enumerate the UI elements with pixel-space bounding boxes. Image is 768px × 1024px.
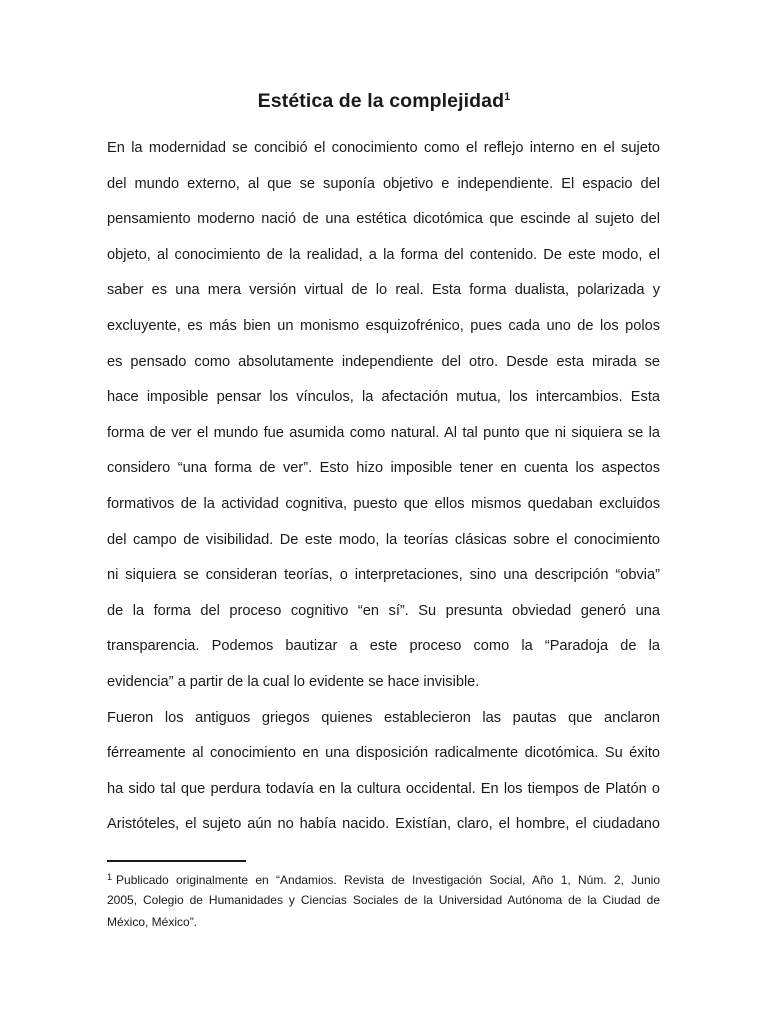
footnote-separator [107, 860, 246, 862]
body-line: Aristóteles, el sujeto aún no había nacido. Existían, claro, el hombre, el ciudadano [107, 816, 660, 833]
body-text [107, 135, 660, 847]
body-line: En la modernidad se concibió el conocimiento como el reflejo interno en el sujeto [107, 140, 660, 156]
body-line: saber es una mera versión virtual de lo real. Esta forma dualista, polarizada y [107, 282, 660, 299]
body-line: del mundo externo, al que se suponía objetivo e independiente. El espacio del [107, 175, 660, 192]
page-title [0, 90, 768, 113]
body-line: forma de ver el mundo fue asumida como natural. Al tal punto que ni siquiera se la [107, 424, 660, 441]
footnote-mark: 1 [107, 872, 113, 882]
footnote-line: México, México”. [107, 915, 198, 929]
body-line: objeto, al conocimiento de la realidad, a la forma del contenido. De este modo, el [107, 246, 660, 263]
footnote [107, 866, 660, 934]
body-line: pensamiento moderno nació de una estética dicotómica que escinde al sujeto del [107, 211, 660, 228]
body-line: ni siquiera se consideran teorías, o interpretaciones, sino una descripción “obvia” [107, 567, 660, 584]
body-line: ha sido tal que perdura todavía en la cultura occidental. En los tiempos de Platón o [107, 780, 660, 797]
body-line: formativos de la actividad cognitiva, puesto que ellos mismos quedaban excluidos [107, 495, 660, 512]
body-line: férreamente al conocimiento en una disposición radicalmente dicotómica. Su éxito [107, 745, 660, 762]
body-line: hace imposible pensar los vínculos, la afectación mutua, los intercambios. Esta [107, 389, 660, 406]
footnote-line: 2005, Colegio de Humanidades y Ciencias Sociales de la Universidad Autónoma de la Ciudad de [107, 892, 660, 907]
body-line: evidencia” a partir de la cual lo evidente se hace invisible. [107, 673, 480, 690]
body-line: considero “una forma de ver”. Esto hizo imposible tener en cuenta los aspectos [107, 460, 660, 477]
body-line: excluyente, es más bien un monismo esquizofrénico, pues cada uno de los polos [107, 317, 660, 334]
footnote-text-1: Publicado originalmente en “Andamios. Revista de Investigación Social, Año 1, Núm. 2, Junio [116, 873, 660, 887]
body-line: transparencia. Podemos bautizar a este proceso como la “Paradoja de la [107, 638, 660, 655]
body-line: de la forma del proceso cognitivo “en sí”. Su presunta obviedad generó una [107, 602, 660, 619]
title-text: Estética de la complejidad [257, 90, 505, 112]
body-line: Fueron los antiguos griegos quienes establecieron las pautas que anclaron [107, 709, 660, 726]
footnote-line [107, 866, 660, 889]
title-footnote-mark[interactable]: 1 [504, 91, 511, 103]
body-line: es pensado como absolutamente independiente del otro. Desde esta mirada se [107, 353, 660, 370]
body-line: del campo de visibilidad. De este modo, la teorías clásicas sobre el conocimiento [107, 531, 660, 548]
